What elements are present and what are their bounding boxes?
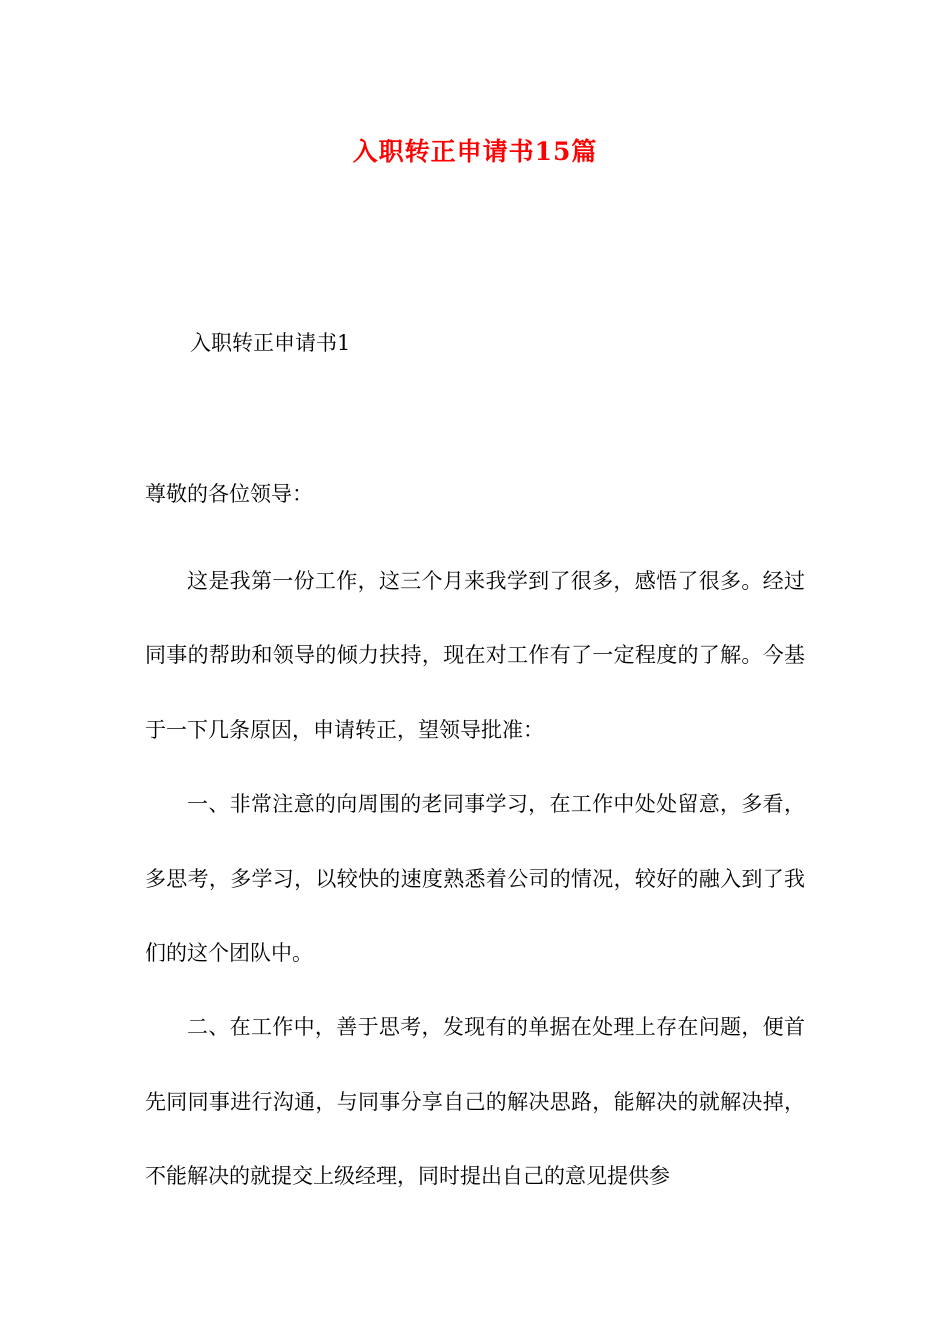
- document-title: 入职转正申请书15篇: [352, 137, 598, 166]
- paragraph: 二、在工作中，善于思考，发现有的单据在处理上存在问题，便首先同同事进行沟通，与同事分享自己的解决思路，能解决的就解决掉，不能解决的就提交上级经理，同时提出自己的意见提供参: [145, 1015, 805, 1189]
- salutation: 尊敬的各位领导：: [145, 482, 313, 506]
- paragraph: 这是我第一份工作，这三个月来我学到了很多，感悟了很多。经过同事的帮助和领导的倾力扶持，现在对工作有了一定程度的了解。今基于一下几条原因，申请转正，望领导批准：: [145, 569, 805, 742]
- section-heading: 入职转正申请书1: [190, 331, 351, 355]
- paragraph: 一、非常注意的向周围的老同事学习，在工作中处处留意，多看，多思考，多学习，以较快的速度熟悉着公司的情况，较好的融入到了我们的这个团队中。: [145, 792, 805, 966]
- body-text: [145, 544, 805, 1214]
